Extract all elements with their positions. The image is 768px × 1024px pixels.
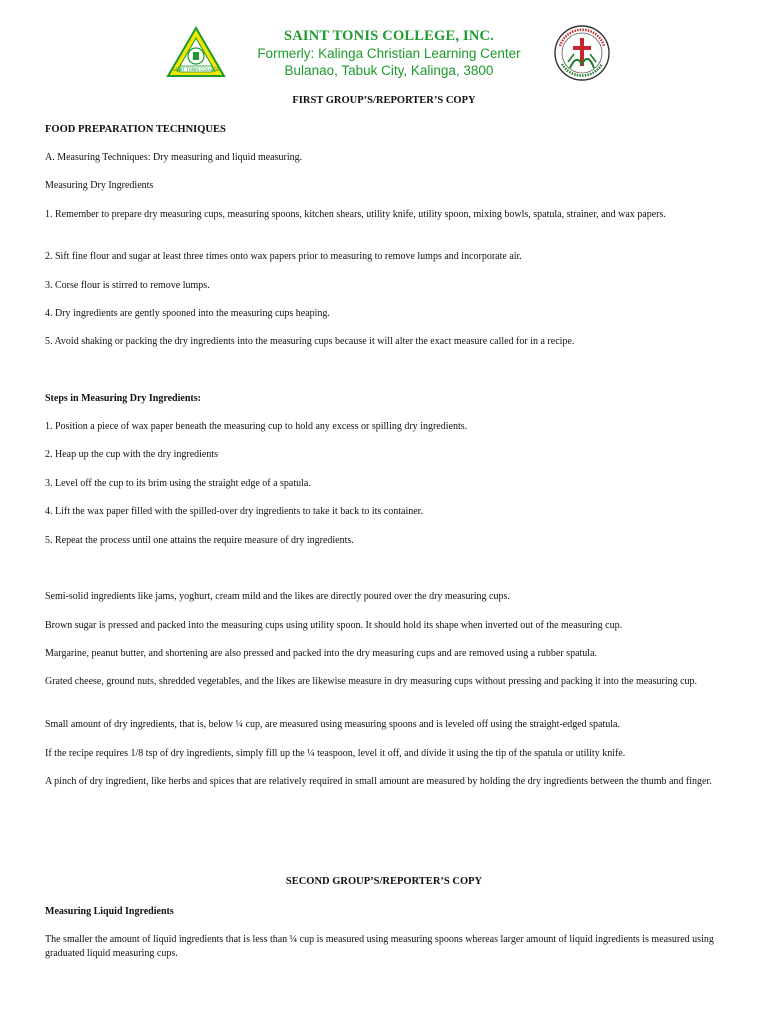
note-grated-cheese: Grated cheese, ground nuts, shredded vegetables, and the likes are likewise measure in dry measuring cups without pressing and packing it into the measuring cup.	[45, 676, 698, 687]
dry-item-2: 2. Sift fine flour and sugar at least three times onto wax papers prior to measuring to remove lumps and incorporate air.	[45, 251, 522, 262]
note-eighth-tsp: If the recipe requires 1/8 tsp of dry ingredients, simply fill up the ¼ teaspoon, level it off, and divide it using the tip of the spatula or utility knife.	[45, 748, 626, 759]
note-semi-solid: Semi-solid ingredients like jams, yoghurt, cream mild and the likes are directly poured over the dry measuring cups.	[45, 591, 510, 602]
college-info	[232, 28, 546, 79]
dry-item-5: 5. Avoid shaking or packing the dry ingredients into the measuring cups because it will alter the exact measure called for in a recipe.	[45, 336, 575, 347]
steps-heading: Steps in Measuring Dry Ingredients:	[45, 393, 201, 404]
college-address: Bulanao, Tabuk City, Kalinga, 3800	[284, 63, 494, 78]
liquid-heading: Measuring Liquid Ingredients	[45, 906, 174, 917]
liquid-text: The smaller the amount of liquid ingredients that is less than ¼ cup is measured using measuring spoons whereas larger amount of liquid ingredients is measured using graduated liquid measuring cups.	[45, 934, 714, 959]
dry-item-4: 4. Dry ingredients are gently spooned into the measuring cups heaping.	[45, 308, 330, 319]
note-small-amount: Small amount of dry ingredients, that is, below ¼ cup, are measured using measuring spoons and is leveled off using the straight-edged spatula.	[45, 719, 620, 730]
step-2: 2. Heap up the cup with the dry ingredients	[45, 449, 219, 460]
college-formerly: Formerly: Kalinga Christian Learning Center	[257, 46, 521, 61]
note-brown-sugar: Brown sugar is pressed and packed into the measuring cups using utility spoon. It should hold its shape when inverted out of the measuring cup.	[45, 620, 623, 631]
second-copy-heading: SECOND GROUP’S/REPORTER’S COPY	[285, 876, 483, 887]
measuring-techniques: A. Measuring Techniques: Dry measuring and liquid measuring.	[45, 152, 303, 163]
church-seal-right	[552, 24, 612, 82]
college-logo-left	[166, 26, 226, 78]
step-1: 1. Position a piece of wax paper beneath the measuring cup to hold any excess or spilling dry ingredients.	[45, 421, 468, 432]
college-name: SAINT TONIS COLLEGE, INC.	[283, 28, 495, 44]
note-pinch: A pinch of dry ingredient, like herbs and spices that are relatively required in small amount are measured by holding the dry ingredients between the thumb and finger.	[45, 776, 712, 787]
logo-left-text: SAINT TONIS COLLEGE	[172, 67, 220, 72]
letterhead	[0, 22, 768, 92]
step-3: 3. Level off the cup to its brim using the straight edge of a spatula.	[45, 478, 311, 489]
first-copy-heading: FIRST GROUP’S/REPORTER’S COPY	[292, 95, 476, 106]
measuring-dry-heading: Measuring Dry Ingredients	[45, 180, 154, 191]
step-5: 5. Repeat the process until one attains the require measure of dry ingredients.	[45, 535, 354, 546]
dry-item-3: 3. Corse flour is stirred to remove lumps.	[45, 280, 210, 291]
note-margarine: Margarine, peanut butter, and shortening are also pressed and packed into the dry measuring cups and are removed using a rubber spatula.	[45, 648, 598, 659]
dry-item-1: 1. Remember to prepare dry measuring cups, measuring spoons, kitchen shears, utility knife, utility spoon, mixing bowls, spatula, strainer, and wax papers.	[45, 209, 666, 220]
step-4: 4. Lift the wax paper filled with the spilled-over dry ingredients to take it back to its container.	[45, 506, 423, 517]
section-title: FOOD PREPARATION TECHNIQUES	[45, 124, 226, 135]
